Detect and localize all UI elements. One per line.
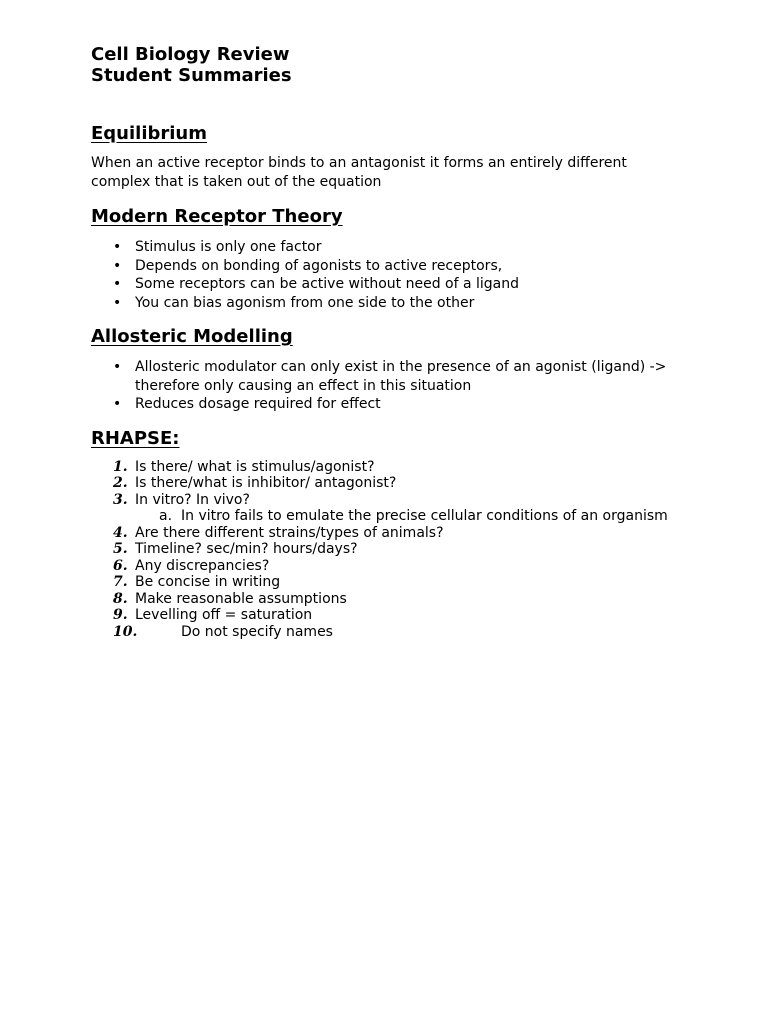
sub-list-item-text: In vitro fails to emulate the precise cellular conditions of an organism bbox=[181, 508, 668, 524]
equilibrium-paragraph bbox=[91, 154, 651, 192]
list-item bbox=[91, 541, 731, 558]
list-number: 5. bbox=[113, 541, 128, 557]
allosteric-modelling-list bbox=[91, 358, 731, 414]
list-item bbox=[91, 624, 731, 641]
list-item-text: Be concise in writing bbox=[135, 574, 281, 590]
list-number: 2. bbox=[113, 475, 128, 491]
bullet-icon: • bbox=[113, 276, 122, 292]
list-number: 4. bbox=[113, 524, 128, 541]
list-item-text: You can bias agonism from one side to the other bbox=[135, 294, 475, 311]
list-item bbox=[91, 294, 731, 313]
bullet-icon: • bbox=[113, 359, 122, 375]
rhapse-list bbox=[91, 459, 731, 641]
list-item-text: Timeline? sec/min? hours/days? bbox=[135, 541, 358, 557]
bullet-icon: • bbox=[113, 396, 122, 412]
list-item-text-continued: therefore only causing an effect in this situation bbox=[135, 377, 472, 394]
bullet-icon: • bbox=[113, 239, 122, 255]
list-number: 6. bbox=[113, 557, 128, 574]
modern-receptor-theory-list bbox=[91, 238, 731, 312]
heading-equilibrium: Equilibrium bbox=[91, 123, 208, 144]
sub-list-letter: a. bbox=[159, 508, 173, 524]
list-item bbox=[91, 358, 731, 395]
list-number: 7. bbox=[113, 574, 128, 590]
bullet-icon: • bbox=[113, 257, 122, 274]
heading-rhapse: RHAPSE: bbox=[91, 427, 180, 449]
list-item bbox=[91, 558, 731, 575]
bullet-icon: • bbox=[113, 294, 122, 311]
list-number: 10. bbox=[113, 623, 138, 640]
list-item bbox=[91, 475, 731, 492]
document-title-line1: Cell Biology Review bbox=[91, 44, 290, 65]
list-item bbox=[91, 591, 731, 608]
list-item bbox=[91, 275, 731, 294]
list-item bbox=[91, 574, 731, 591]
list-item-text: Any discrepancies? bbox=[135, 557, 270, 574]
sub-list-item bbox=[91, 508, 731, 525]
list-number: 9. bbox=[113, 607, 128, 623]
list-item-text: Stimulus is only one factor bbox=[135, 239, 322, 255]
equilibrium-paragraph-line1: When an active receptor binds to an antagonist it forms an entirely different bbox=[91, 155, 627, 171]
list-item-text: Is there/what is inhibitor/ antagonist? bbox=[135, 475, 397, 491]
list-item-text: Depends on bonding of agonists to active receptors, bbox=[135, 257, 503, 274]
list-item-text: Do not specify names bbox=[181, 623, 333, 640]
list-item bbox=[91, 238, 731, 257]
list-number: 1. bbox=[113, 458, 128, 475]
heading-allosteric-modelling: Allosteric Modelling bbox=[91, 326, 293, 347]
list-item-text: Levelling off = saturation bbox=[135, 607, 313, 623]
list-item-text: In vitro? In vivo? bbox=[135, 491, 250, 508]
list-item-text: Allosteric modulator can only exist in the presence of an agonist (ligand) -> bbox=[135, 359, 667, 375]
list-item bbox=[91, 607, 731, 624]
equilibrium-paragraph-line2: complex that is taken out of the equation bbox=[91, 174, 382, 190]
list-item-text: Make reasonable assumptions bbox=[135, 590, 347, 607]
list-item-text: Some receptors can be active without need of a ligand bbox=[135, 276, 520, 292]
list-item-text: Are there different strains/types of animals? bbox=[135, 524, 444, 541]
document-title-line2: Student Summaries bbox=[91, 65, 292, 86]
list-item bbox=[91, 525, 731, 542]
list-number: 8. bbox=[113, 590, 128, 607]
heading-modern-receptor-theory: Modern Receptor Theory bbox=[91, 206, 343, 227]
list-item bbox=[91, 257, 731, 276]
list-item bbox=[91, 459, 731, 476]
list-item bbox=[91, 395, 731, 414]
list-item-text: Reduces dosage required for effect bbox=[135, 396, 381, 412]
document-page bbox=[91, 44, 731, 640]
list-number: 3. bbox=[113, 491, 128, 508]
list-item bbox=[91, 492, 731, 509]
list-item-text: Is there/ what is stimulus/agonist? bbox=[135, 458, 375, 475]
